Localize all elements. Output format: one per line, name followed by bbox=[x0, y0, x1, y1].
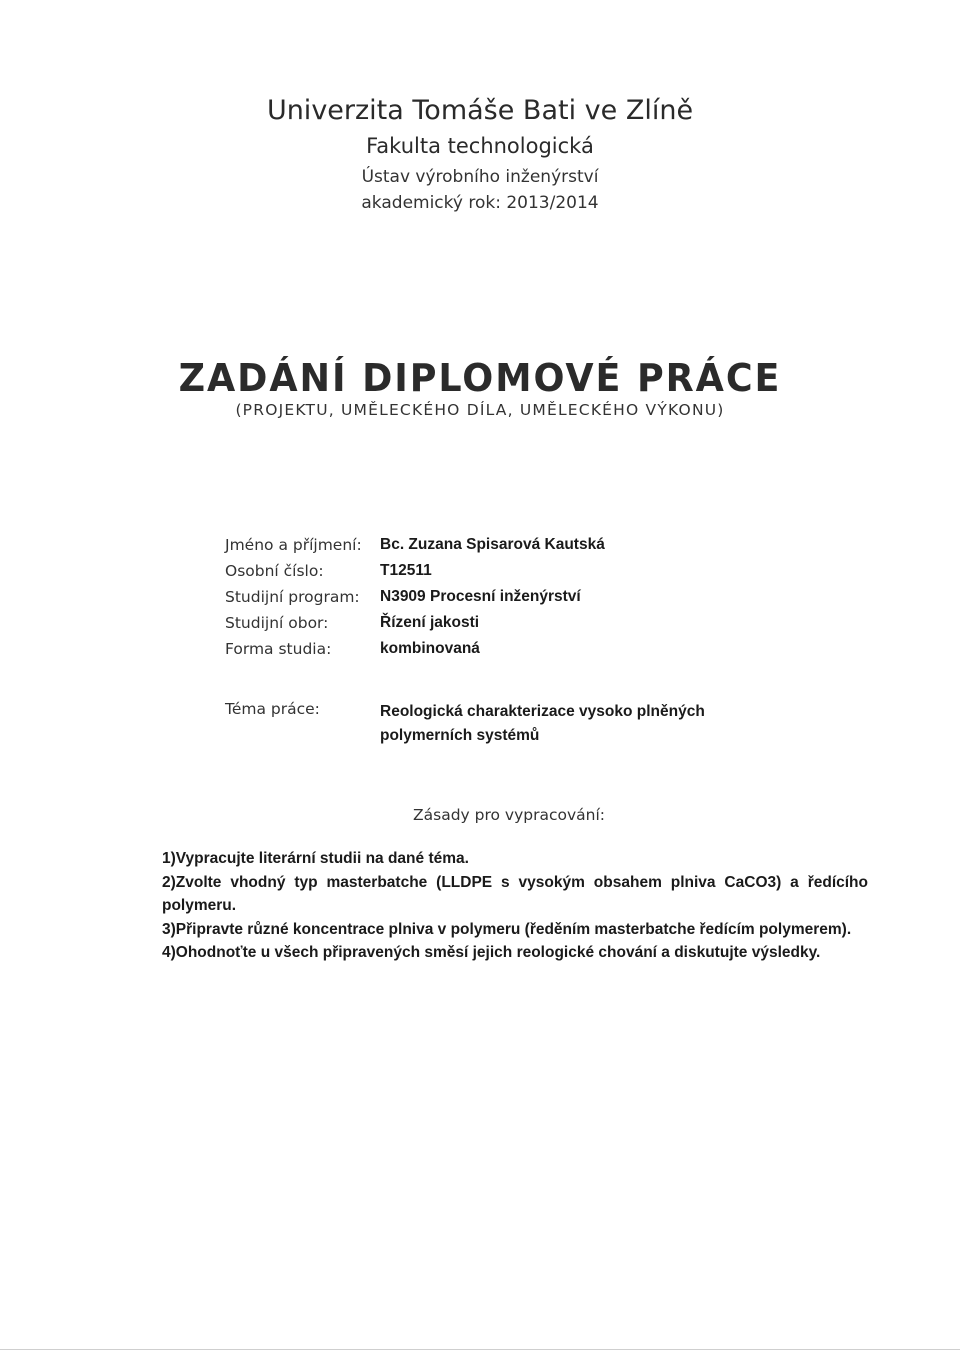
university-name: Univerzita Tomáše Bati ve Zlíně bbox=[266, 95, 694, 126]
task-list bbox=[162, 847, 868, 965]
institute-name: Ústav výrobního inženýrství bbox=[361, 167, 599, 187]
topic-value bbox=[380, 700, 705, 748]
name-label: Jméno a příjmení: bbox=[225, 536, 362, 554]
page-bottom-edge bbox=[0, 1349, 960, 1350]
id-label: Osobní číslo: bbox=[225, 562, 324, 580]
guidelines-heading: Zásady pro vypracování: bbox=[413, 806, 605, 824]
name-value: Bc. Zuzana Spisarová Kautská bbox=[380, 536, 605, 553]
academic-year: akademický rok: 2013/2014 bbox=[361, 193, 599, 213]
field-value: Řízení jakosti bbox=[380, 614, 480, 631]
task-item-3: 3)Připravte různé koncentrace plniva v polymeru (ředěním masterbatche ředícím polymerem). bbox=[162, 920, 852, 938]
document-subtitle: (PROJEKTU, UMĚLECKÉHO DÍLA, UMĚLECKÉHO VÝKONU) bbox=[235, 401, 725, 419]
document-title: ZADÁNÍ DIPLOMOVÉ PRÁCE bbox=[178, 356, 782, 400]
program-label: Studijní program: bbox=[225, 588, 360, 606]
topic-label: Téma práce: bbox=[225, 700, 320, 718]
form-value: kombinovaná bbox=[380, 640, 480, 657]
form-label: Forma studia: bbox=[225, 640, 332, 658]
topic-line-2: polymerních systémů bbox=[380, 727, 540, 744]
field-label: Studijní obor: bbox=[225, 614, 329, 632]
task-item-1: 1)Vypracujte literární studii na dané téma. bbox=[162, 850, 469, 867]
task-item-4: 4)Ohodnoťte u všech připravených směsí jejich reologické chování a diskutujte výsledky. bbox=[162, 944, 821, 961]
program-value: N3909 Procesní inženýrství bbox=[380, 588, 581, 605]
topic-line-1: Reologická charakterizace vysoko plněných bbox=[380, 703, 705, 720]
faculty-name: Fakulta technologická bbox=[366, 134, 594, 158]
task-item-2: 2)Zvolte vhodný typ masterbatche (LLDPE s vysokým obsahem plniva CaCO3) a ředícího polymeru. bbox=[162, 873, 868, 914]
id-value: T12511 bbox=[380, 562, 432, 579]
